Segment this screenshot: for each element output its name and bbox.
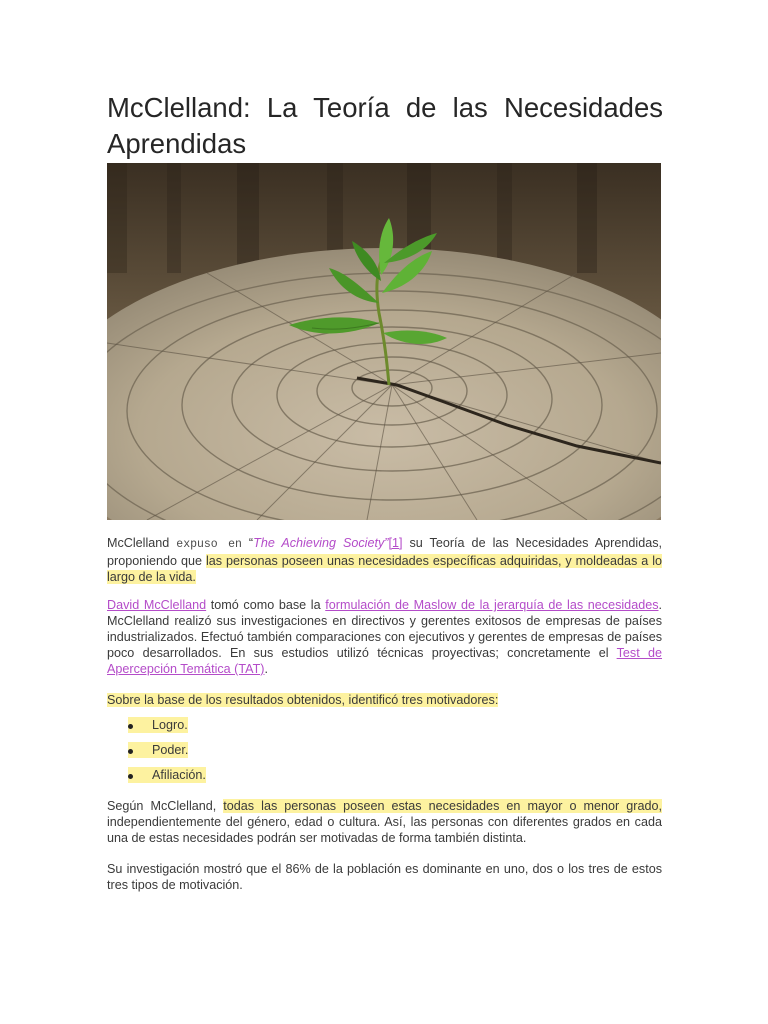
- text-run: .: [264, 662, 268, 676]
- text-run: ”: [384, 536, 389, 550]
- research-paragraph: [107, 861, 662, 893]
- universality-paragraph: [107, 798, 662, 846]
- motivators-list: [128, 717, 206, 792]
- highlighted-text: las personas poseen unas necesidades específicas adquiridas, y moldeadas a lo largo de la vida.: [107, 554, 662, 584]
- list-item-label: Afiliación.: [152, 768, 206, 782]
- book-title[interactable]: The Achieving Society: [253, 536, 385, 550]
- background-paragraph: [107, 597, 662, 677]
- text-run: . McClelland realizó sus investigaciones en directivos y gerentes exitosos de empresas de países industrializados. Efectuó también comparaciones con ejecutivos y gerentes de empresas de países poco desarrollados. En sus estudios utilizó técnicas proyectivas; concretamente el: [107, 598, 662, 660]
- bullet-icon: [128, 742, 152, 758]
- seedling-illustration: [107, 163, 661, 520]
- highlighted-text: todas las personas poseen estas necesidades en mayor o menor grado,: [223, 799, 662, 813]
- intro-paragraph: [107, 535, 662, 585]
- bullet-icon: [128, 717, 152, 733]
- tat-link[interactable]: Test de Apercepción Temática (TAT): [107, 646, 662, 676]
- text-run: Su investigación mostró que el 86% de la población es dominante en uno, dos o los tres de estos tres tipos de motivación.: [107, 862, 662, 892]
- footnote-link[interactable]: [1]: [388, 536, 403, 550]
- text-run-mono: expuso en: [176, 538, 242, 551]
- seedling-stump-image: [107, 163, 661, 520]
- text-run: tomó como base la: [206, 598, 326, 612]
- highlighted-text: Sobre la base de los resultados obtenidos, identificó tres motivadores:: [107, 693, 499, 707]
- text-run: independientemente del género, edad o cultura. Así, las personas con diferentes grados en cada una de estas necesidades podrán ser motivadas de forma también distinta.: [107, 815, 662, 845]
- text-run: McClelland: [107, 536, 177, 550]
- list-item: [128, 767, 206, 792]
- list-item-label: Logro.: [152, 718, 188, 732]
- page-title: McClelland: La Teoría de las Necesidades Aprendidas: [107, 92, 663, 159]
- bullet-icon: [128, 767, 152, 783]
- text-run: “: [241, 536, 254, 550]
- mcclelland-link[interactable]: David McClelland: [107, 598, 207, 612]
- text-run: su Teoría de las Necesidades Aprendidas, proponiendo que: [107, 536, 662, 568]
- list-item: [128, 717, 206, 742]
- motivators-intro: [107, 692, 662, 708]
- text-run: Según McClelland,: [107, 799, 224, 813]
- list-item-label: Poder.: [152, 743, 189, 757]
- maslow-link[interactable]: formulación de Maslow de la jerarquía de las necesidades: [325, 598, 659, 612]
- list-item: [128, 742, 206, 767]
